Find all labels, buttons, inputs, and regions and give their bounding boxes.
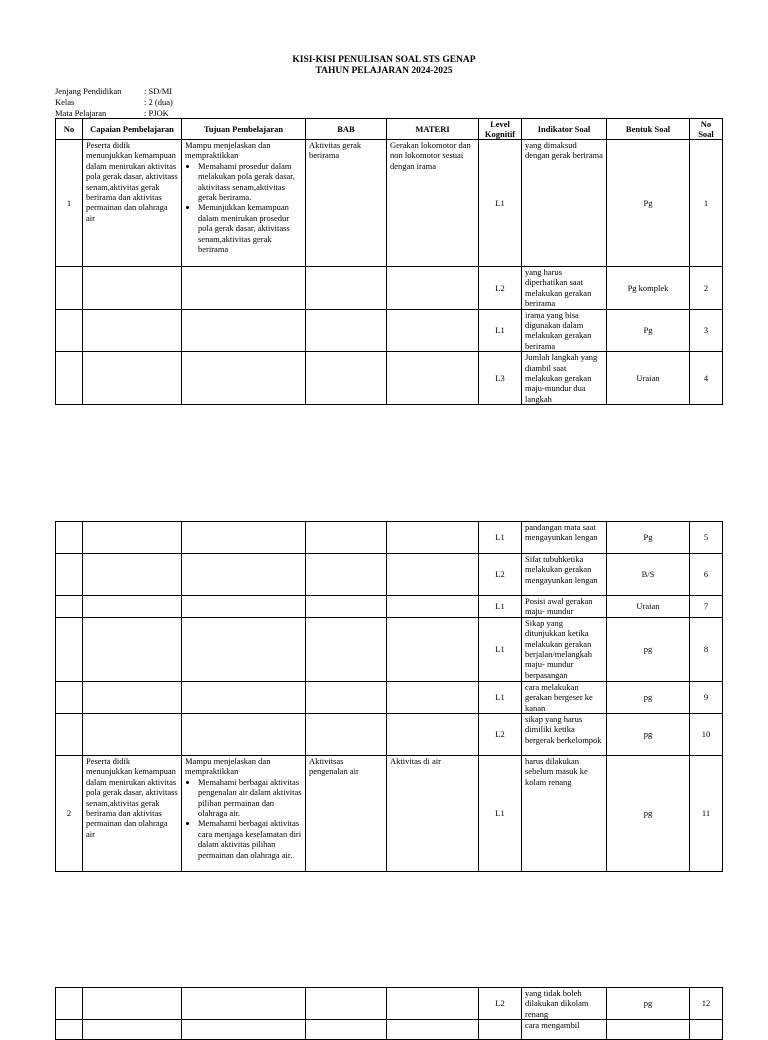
cell-bentuk bbox=[607, 1020, 690, 1040]
header-cell: BAB bbox=[306, 119, 387, 140]
cell-indikator: cara mengambil bbox=[522, 1020, 607, 1040]
cell-indikator: yang tidak boleh dilakukan dikolam renang bbox=[522, 988, 607, 1020]
cell-bentuk: pg bbox=[607, 714, 690, 756]
header-cell: Bentuk Soal bbox=[607, 119, 690, 140]
cell-indikator: yang harus diperhatikan saat melakukan gerakan berirama bbox=[522, 267, 607, 310]
cell-indikator: harus dilakukan sebelum masuk ke kolam renang bbox=[522, 756, 607, 872]
cell-indikator: Jumlah langkah yang diambil saat melakukan gerakan maju-mundur dua langkah bbox=[522, 352, 607, 405]
table-row bbox=[56, 140, 723, 267]
cell-level: L2 bbox=[479, 267, 522, 310]
cell-materi: Aktivitas di air bbox=[387, 756, 479, 872]
meta-value: : 2 (dua) bbox=[144, 97, 173, 107]
tp-list bbox=[185, 777, 302, 860]
table-row bbox=[56, 352, 723, 405]
cell-indikator: Sikap yang ditunjukkan ketika melakukan gerakan berjalan/melangkah maju- mundur berpasangan bbox=[522, 617, 607, 681]
cell-indikator: Posisi awal gerakan maju- mundur bbox=[522, 596, 607, 618]
cell-no: 1 bbox=[56, 140, 83, 267]
cell-level: L1 bbox=[479, 617, 522, 681]
meta-value: : SD/MI bbox=[144, 86, 173, 96]
kisi-table-page-1 bbox=[55, 118, 723, 405]
cell-tp bbox=[182, 756, 306, 872]
tp-list bbox=[185, 161, 302, 255]
header-cell: Capaian Pembelajaran bbox=[83, 119, 182, 140]
meta-jenjang bbox=[55, 86, 172, 97]
meta-label: Jenjang Pendidikan bbox=[55, 86, 122, 96]
document-title: KISI-KISI PENULISAN SOAL STS GENAP bbox=[292, 55, 476, 65]
meta-kelas bbox=[55, 97, 173, 108]
tp-intro: Mampu menjelaskan dan mempraktikkan bbox=[185, 140, 271, 161]
header-cell: MATERI bbox=[387, 119, 479, 140]
header-cell: Level Kognitif bbox=[479, 119, 522, 140]
cell-level: L1 bbox=[479, 681, 522, 713]
meta-label: Mata Pelajaran bbox=[55, 108, 107, 118]
cell-no: 2 bbox=[56, 756, 83, 872]
cell-level: L2 bbox=[479, 988, 522, 1020]
table-row bbox=[56, 714, 723, 756]
cell-indikator: irama yang bisa digunakan dalam melakukan gerakan berirama bbox=[522, 309, 607, 352]
cell-level: L1 bbox=[479, 596, 522, 618]
cell-nosoal: 5 bbox=[690, 522, 723, 554]
cell-bentuk: Uraian bbox=[607, 352, 690, 405]
table-row bbox=[56, 1020, 723, 1040]
cell-bentuk: B/S bbox=[607, 554, 690, 596]
cell-bentuk: pg bbox=[607, 756, 690, 872]
tp-item: • Memahami berbagai aktivitas pengenalan air dalam aktivitas pilihan permainan dan olahraga air. bbox=[198, 777, 302, 819]
meta-value: : PJOK bbox=[144, 108, 169, 118]
table-row bbox=[56, 309, 723, 352]
header-cell: No bbox=[56, 119, 83, 140]
cell-nosoal: 12 bbox=[690, 988, 723, 1020]
table-row bbox=[56, 522, 723, 554]
cell-indikator: sikap yang harus dimiliki ketika bergerak berkelompok bbox=[522, 714, 607, 756]
tp-item: • Memahami prosedur dalam melakukan pola gerak dasar, aktivitass senam,aktivitas gerak berirama. bbox=[198, 161, 302, 203]
cell-nosoal: 11 bbox=[690, 756, 723, 872]
cell-level: L2 bbox=[479, 714, 522, 756]
tp-item: • Menunjukkan kemampuan dalam menirukan prosedur pola gerak dasar, aktivitass senam,aktivitas gerak berirama bbox=[198, 202, 302, 254]
cell-bentuk: pg bbox=[607, 617, 690, 681]
table-row bbox=[56, 617, 723, 681]
cell-nosoal: 9 bbox=[690, 681, 723, 713]
cell-nosoal bbox=[690, 1020, 723, 1040]
document-subtitle: TAHUN PELAJARAN 2024-2025 bbox=[315, 66, 453, 76]
cell-indikator: cara melakukan gerakan bergeser ke kanan bbox=[522, 681, 607, 713]
kisi-table-page-2 bbox=[55, 521, 723, 872]
tp-intro: Mampu menjelaskan dan mempraktikkan bbox=[185, 756, 271, 777]
cell-bentuk: Pg bbox=[607, 522, 690, 554]
meta-label: Kelas bbox=[55, 97, 75, 107]
cell-nosoal: 8 bbox=[690, 617, 723, 681]
cell-bentuk: Pg bbox=[607, 140, 690, 267]
cell-bentuk: pg bbox=[607, 988, 690, 1020]
tp-item: • Memahami berbagai aktivitas cara menjaga keselamatan diri dalam aktivitas pilihan permainan dan olahraga air. bbox=[198, 818, 302, 860]
cell-materi: Gerakan lokomotor dan non lokomotor sesuai dengan irama bbox=[387, 140, 479, 267]
cell-level bbox=[479, 1020, 522, 1040]
cell-level: L2 bbox=[479, 554, 522, 596]
cell-cp: Peserta didik menunjukkan kemampuan dalam menirukan aktivitas pola gerak dasar, aktivitass senam,aktivitas gerak berirama dan aktivitas permainan dan olahraga air bbox=[83, 140, 182, 267]
cell-level: L1 bbox=[479, 140, 522, 267]
table-row bbox=[56, 554, 723, 596]
cell-tp bbox=[182, 140, 306, 267]
table-row bbox=[56, 756, 723, 872]
table-row bbox=[56, 988, 723, 1020]
cell-level: L1 bbox=[479, 756, 522, 872]
table-row bbox=[56, 596, 723, 618]
header-cell: Tujuan Pembelajaran bbox=[182, 119, 306, 140]
cell-nosoal: 10 bbox=[690, 714, 723, 756]
cell-indikator: yang dimaksud dengan gerak berirama bbox=[522, 140, 607, 267]
cell-bentuk: Uraian bbox=[607, 596, 690, 618]
cell-nosoal: 4 bbox=[690, 352, 723, 405]
cell-level: L1 bbox=[479, 522, 522, 554]
table-header-row bbox=[56, 119, 723, 140]
cell-bentuk: Pg komplek bbox=[607, 267, 690, 310]
cell-level: L3 bbox=[479, 352, 522, 405]
cell-bentuk: Pg bbox=[607, 309, 690, 352]
cell-level: L1 bbox=[479, 309, 522, 352]
table-row bbox=[56, 681, 723, 713]
cell-bentuk: pg bbox=[607, 681, 690, 713]
cell-bab: Aktivitsas pengenalan air bbox=[306, 756, 387, 872]
cell-nosoal: 1 bbox=[690, 140, 723, 267]
cell-bab: Aktivitas gerak berirama bbox=[306, 140, 387, 267]
cell-nosoal: 3 bbox=[690, 309, 723, 352]
header-cell: Indikator Soal bbox=[522, 119, 607, 140]
header-cell: No Soal bbox=[690, 119, 723, 140]
cell-nosoal: 2 bbox=[690, 267, 723, 310]
table-row bbox=[56, 267, 723, 310]
cell-cp: Peserta didik menunjukkan kemampuan dalam menirukan aktivitas pola gerak dasar, aktivitass senam,aktivitas gerak berirama dan aktivitas permainan dan olahraga air bbox=[83, 756, 182, 872]
kisi-table-page-3 bbox=[55, 987, 723, 1040]
cell-indikator: pandangan mata saat mengayunkan lengan bbox=[522, 522, 607, 554]
cell-indikator: Sifat tubuhketika melakukan gerakan mengayunkan lengan bbox=[522, 554, 607, 596]
cell-nosoal: 6 bbox=[690, 554, 723, 596]
cell-nosoal: 7 bbox=[690, 596, 723, 618]
